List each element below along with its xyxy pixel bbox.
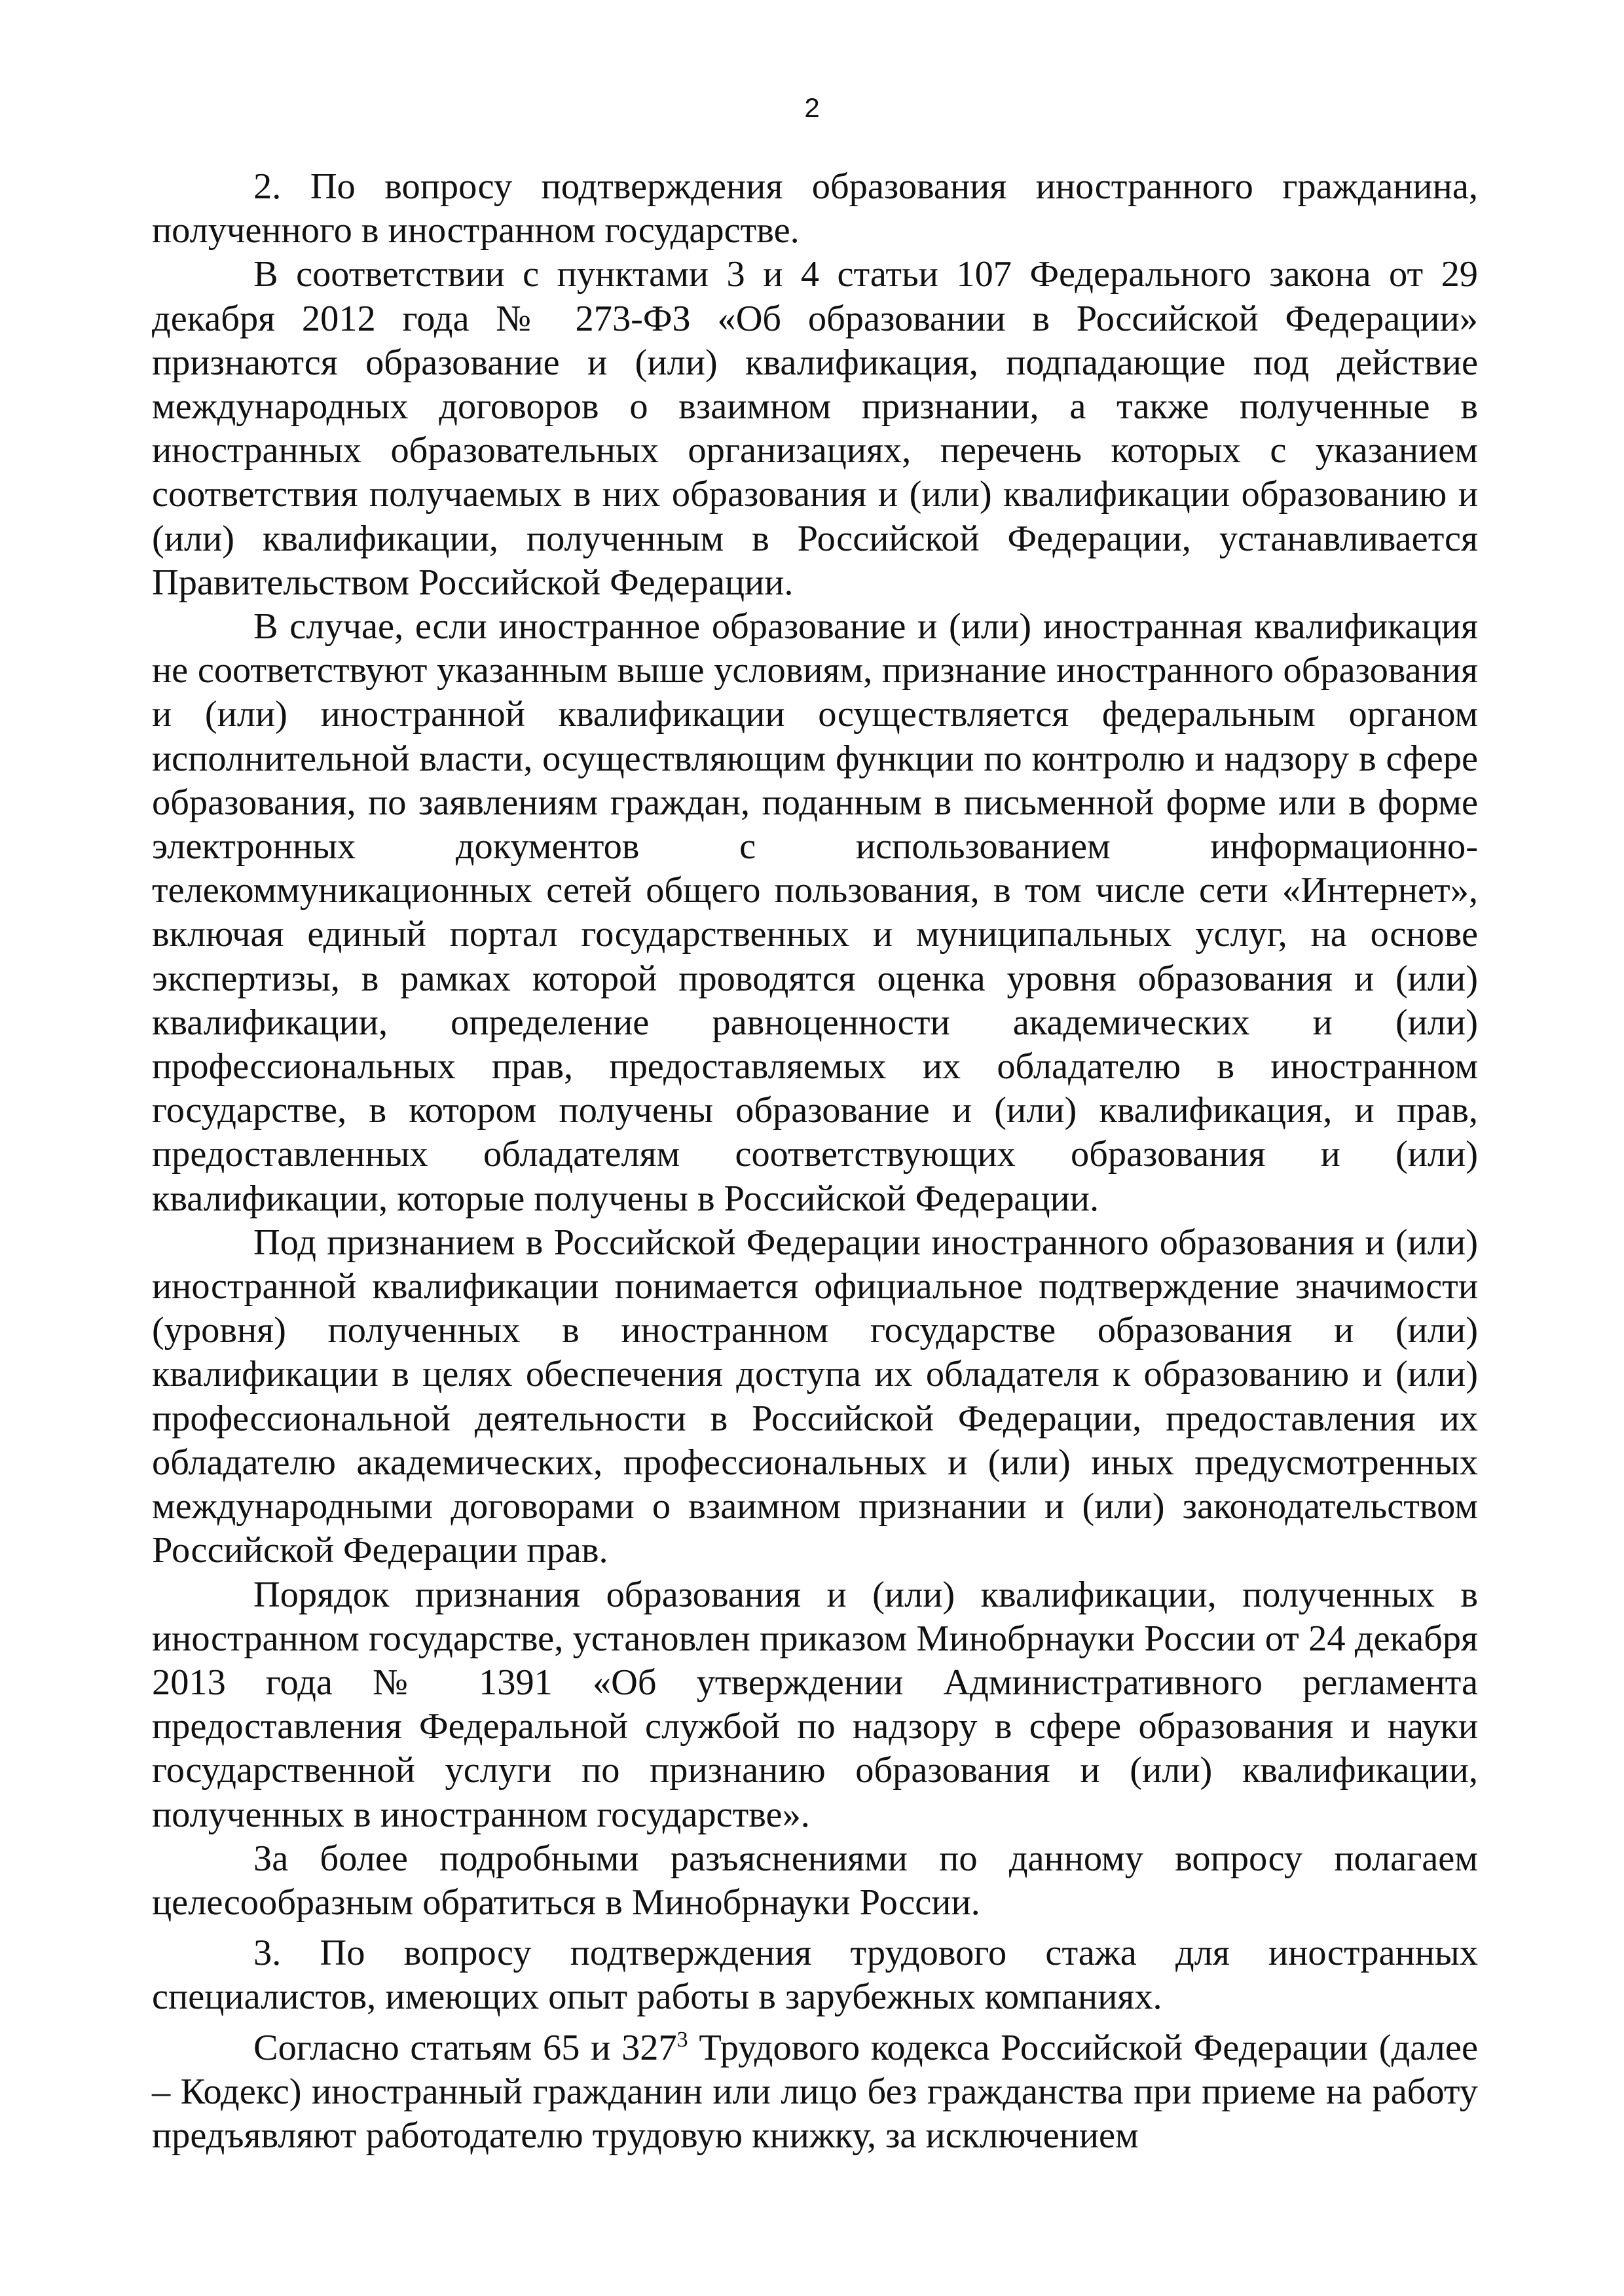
article-superscript: 3 (676, 2027, 688, 2052)
paragraph-recognition-order: Порядок признания образования и (или) квалификации, полученных в иностранном государстве, установлен приказом Минобрнауки России от 24 декабря 2013 года № 1391 «Об утверждении Административного регламента предоставления Федеральной службой по надзору в сфере образования и науки государственной услуги по признанию образования и (или) квалификации, полученных в иностранном государстве». (152, 1574, 1478, 1835)
labor-code-text-start: Согласно статьям 65 и 327 (253, 2027, 677, 2068)
paragraph-work-experience-question: 3. По вопросу подтверждения трудового стажа для иностранных специалистов, имеющих опыт работы в зарубежных компаниях. (152, 1933, 1478, 2018)
page-number: 2 (804, 92, 820, 123)
document-body (152, 165, 1478, 2158)
paragraph-labor-code (152, 2026, 1478, 2159)
paragraph-recognition-definition: Под признанием в Российской Федерации иностранного образования и (или) иностранной квалификации понимается официальное подтверждение значимости (уровня) полученных в иностранном государстве образования и (или) квалификации в целях обеспечения доступа их обладателя к образованию и (или) профессиональной деятельности в Российской Федерации, предоставления их обладателю академических, профессиональных и (или) иных предусмотренных международными договорами о взаимном признании и (или) законодательством Российской Федерации прав. (152, 1222, 1478, 1571)
paragraph-education-question: 2. По вопросу подтверждения образования иностранного гражданина, полученного в иностранном государстве. (152, 166, 1478, 251)
paragraph-further-clarification: За более подробными разъяснениями по данному вопросу полагаем целесообразным обратиться в Минобрнауки России. (152, 1838, 1478, 1923)
labor-code-text-end: Трудового кодекса Российской Федерации (далее – Кодекс) иностранный гражданин или лицо без гражданства при приеме на работу предъявляют работодателю трудовую книжку, за исключением (152, 2027, 1478, 2156)
paragraph-recognition-procedure: В случае, если иностранное образование и (или) иностранная квалификация не соответствуют указанным выше условиям, признание иностранного образования и (или) иностранной квалификации осуществляется федеральным органом исполнительной власти, осуществляющим функции по контролю и надзору в сфере образования, по заявлениям граждан, поданным в письменной форме или в форме электронных документов с использованием информационно-телекоммуникационных сетей общего пользования, в том числе сети «Интернет», включая единый портал государственных и муниципальных услуг, на основе экспертизы, в рамках которой проводятся оценка уровня образования и (или) квалификации, определение равноценности академических и (или) профессиональных прав, предоставляемых их обладателю в иностранном государстве, в котором получены образование и (или) квалификация, и прав, предоставленных обладателям соответствующих образования и (или) квалификации, которые получены в Российской Федерации. (152, 606, 1478, 1219)
paragraph-recognition-law: В соответствии с пунктами 3 и 4 статьи 107 Федерального закона от 29 декабря 2012 года № 273-ФЗ «Об образовании в Российской Федерации» признаются образование и (или) квалификация, подпадающие под действие международных договоров о взаимном признании, а также полученные в иностранных образовательных организациях, перечень которых с указанием соответствия получаемых в них образования и (или) квалификации образованию и (или) квалификации, полученным в Российской Федерации, устанавливается Правительством Российской Федерации. (152, 254, 1478, 603)
